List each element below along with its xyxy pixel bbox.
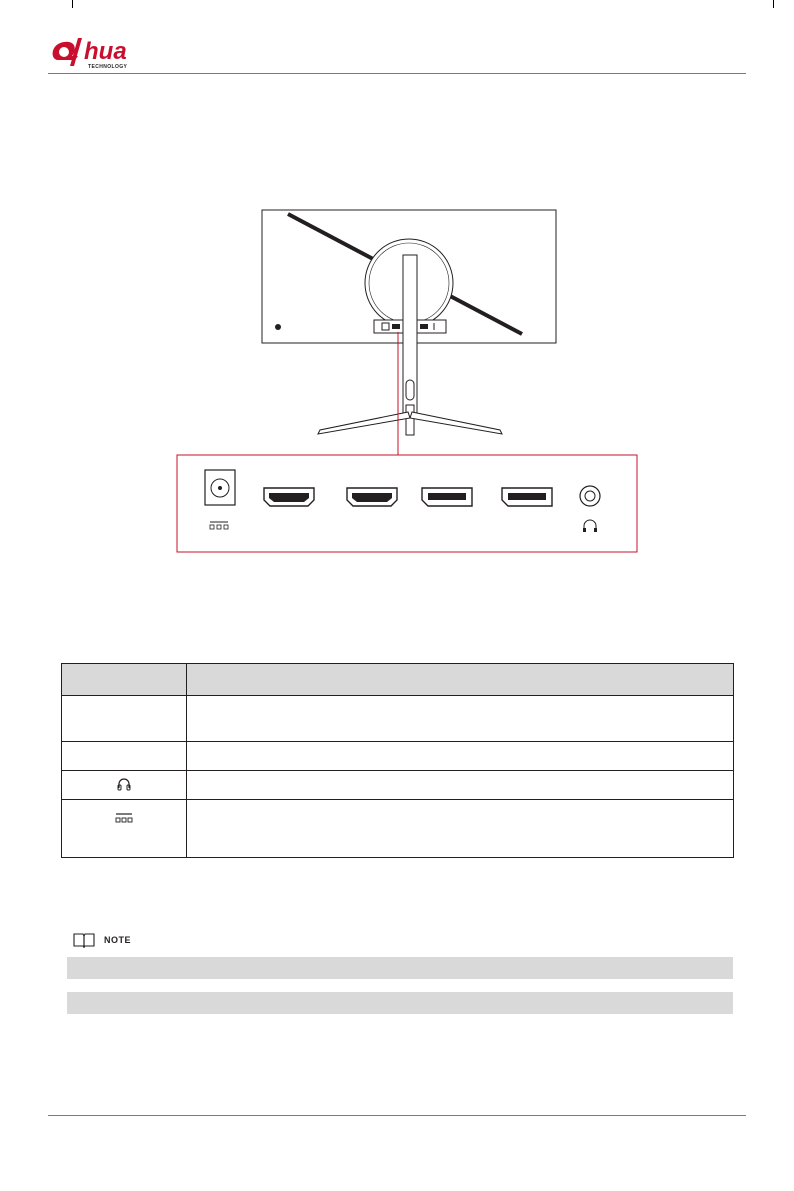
ports-table [61,663,734,858]
table-cell [62,742,187,771]
table-cell [187,696,734,742]
header-rule [48,73,746,74]
book-icon [72,932,96,948]
table-cell [187,800,734,858]
table-row [62,696,734,742]
note-line [67,992,733,1014]
table-row [62,742,734,771]
table-cell [62,800,187,858]
monitor-rear-illustration [170,200,650,560]
note-label: NOTE [104,935,132,945]
brand-logo [48,30,168,72]
table-header-row [62,664,734,696]
svg-text:TECHNOLOGY: TECHNOLOGY [88,64,128,70]
table-cell [187,742,734,771]
table-cell [62,771,187,800]
table-cell [187,771,734,800]
monitor-rear-figure [170,200,650,560]
table-header-cell [187,664,734,696]
table-header-cell [62,664,187,696]
table-row [62,800,734,858]
table-row [62,771,734,800]
table-cell [62,696,187,742]
crop-marks [72,0,774,8]
svg-text:hua: hua [84,38,127,65]
footer-rule [48,1115,746,1116]
dc-power-symbol-icon [115,812,133,824]
note-heading [72,930,131,950]
dahua-logo-icon [48,30,168,72]
headphone-icon [117,777,131,791]
note-line [67,957,733,979]
